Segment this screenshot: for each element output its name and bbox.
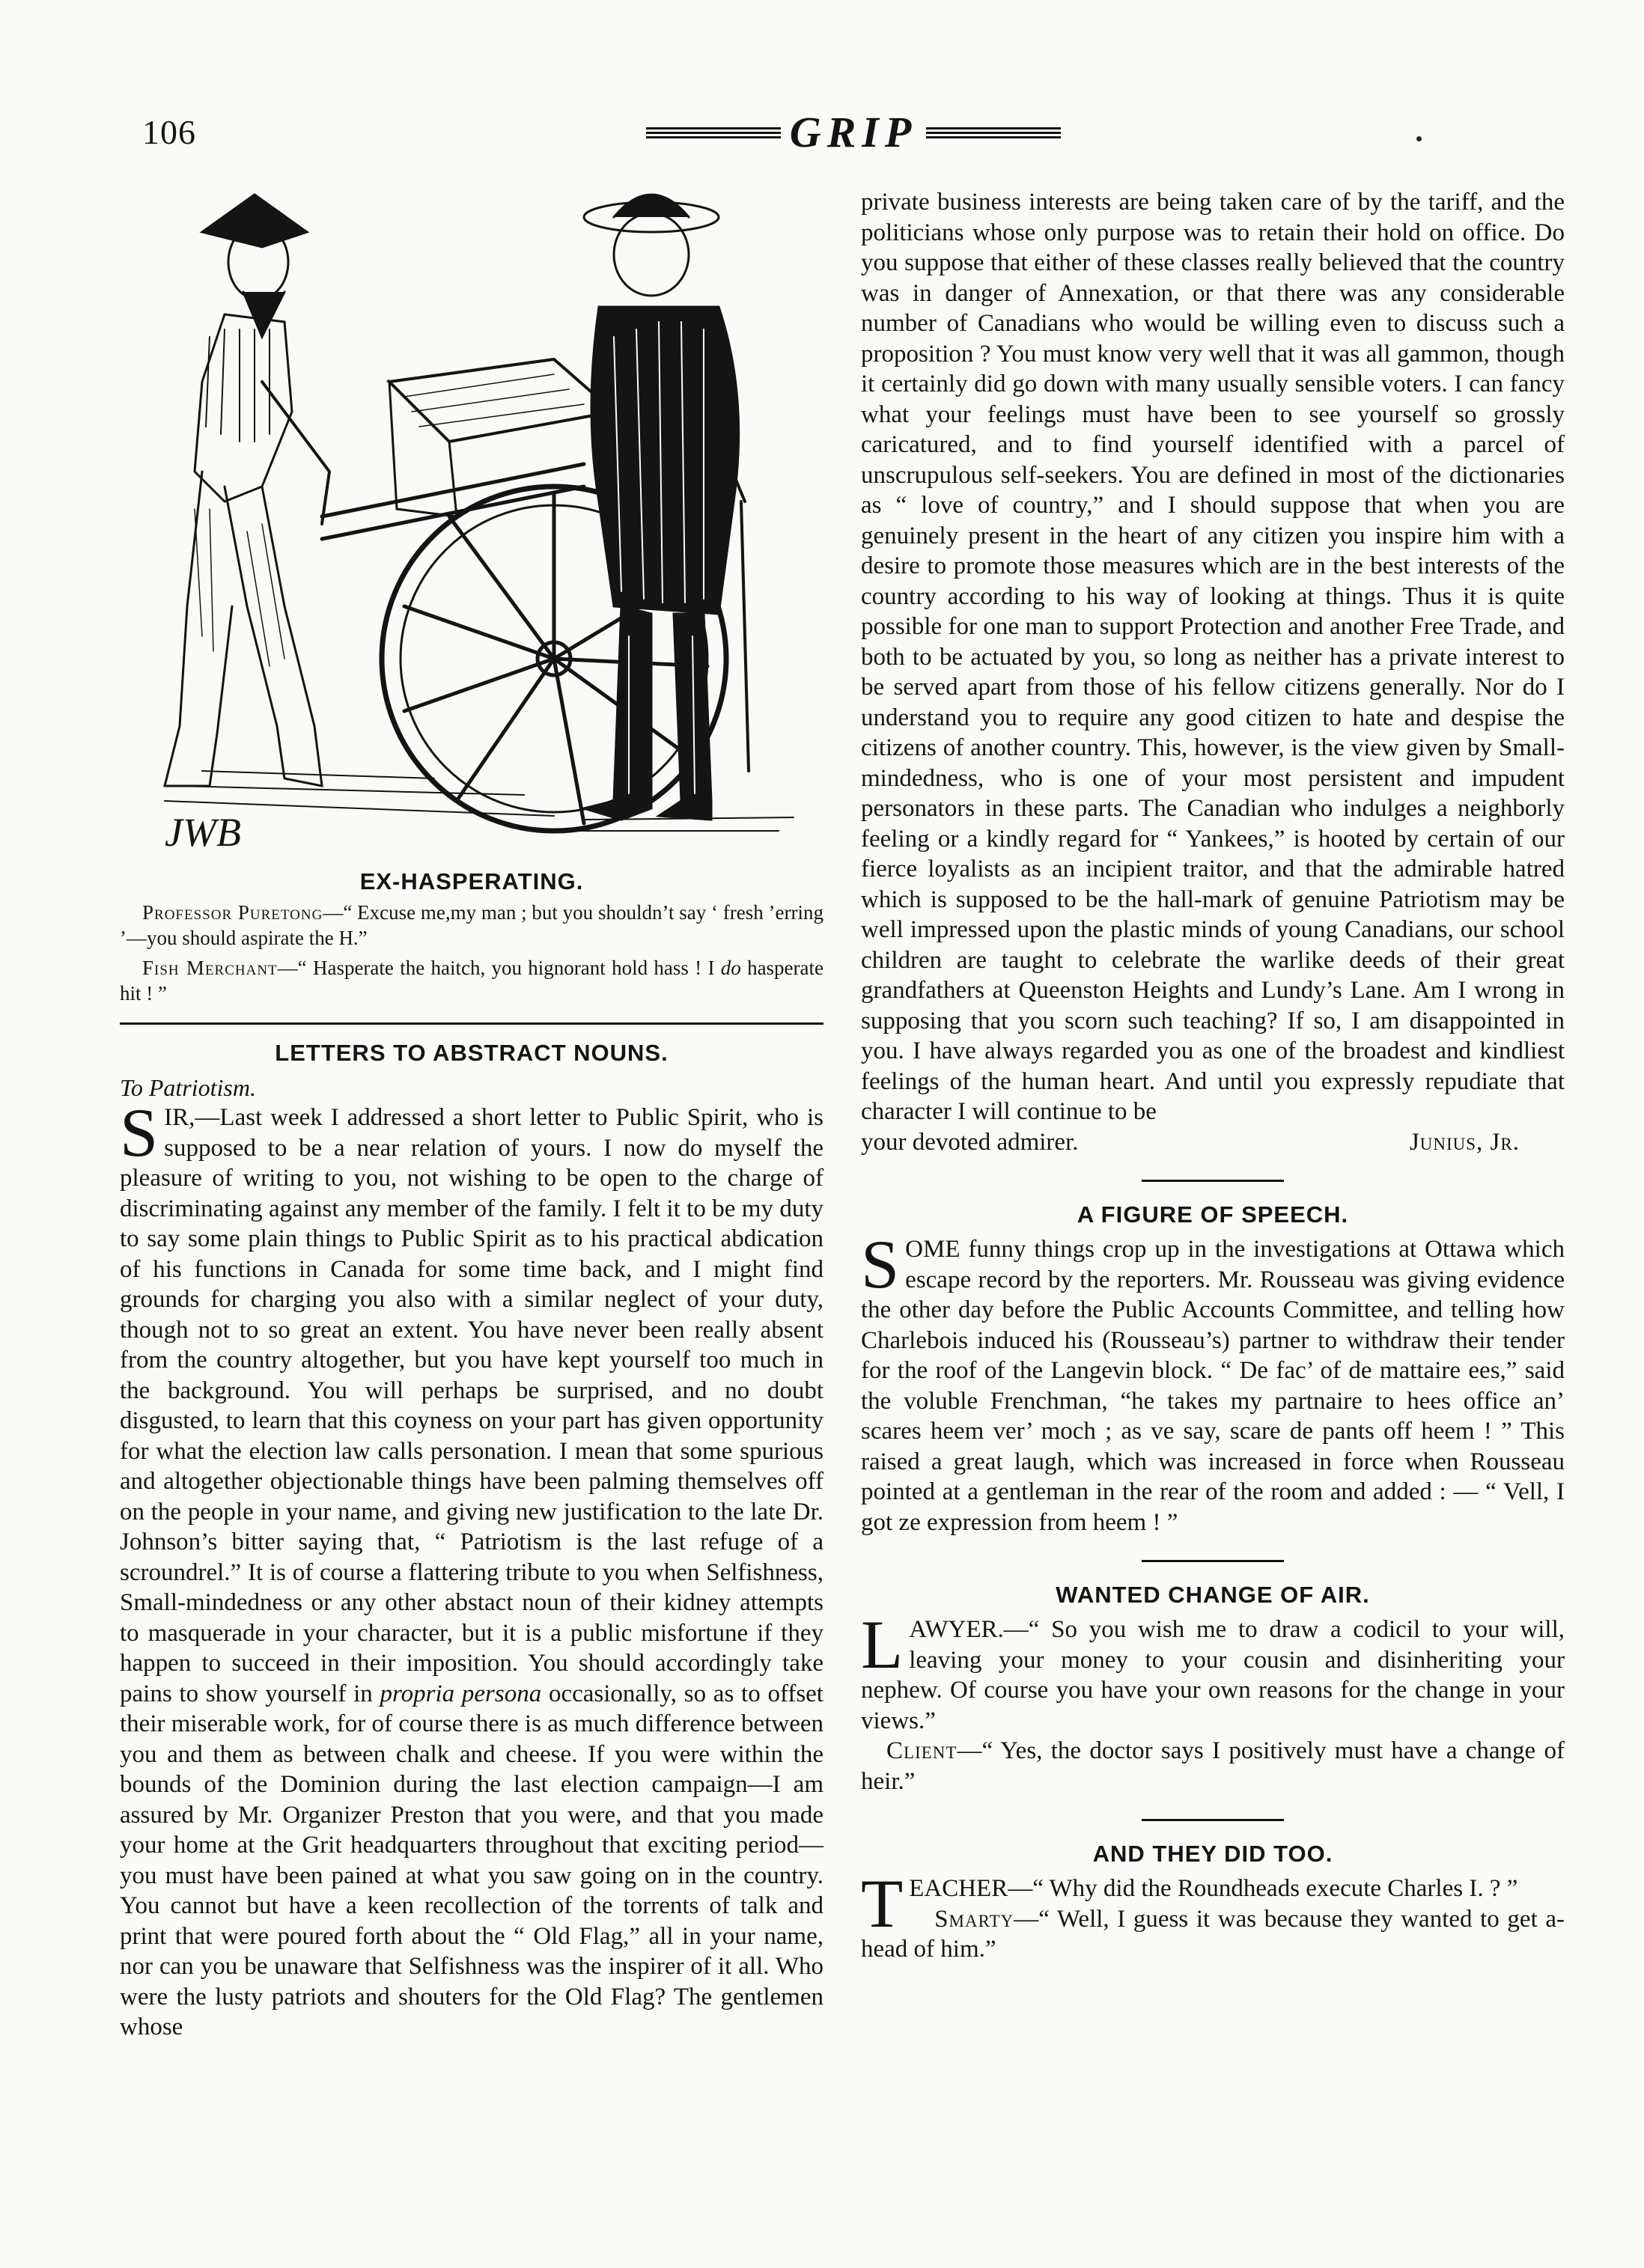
masthead-rule-left — [646, 126, 781, 139]
figure-body — [861, 1226, 1565, 1537]
letters-continued: private business interests are being taken care of by the tariff, and the politicians whose only purpose was to retain their hold on office. Do you suppose that either of these classes really believed that the country was in danger of Annexation, or that there was any considerable number of Canadians who would be willing even to discuss such a proposition ? You must know very well that it was all gammon, though it certainly did go down with many usually sensible voters. I can fancy what your feelings must have been to see yourself so grossly caricatured, and to find yourself identified with a parcel of unscrupulous self-seekers. You are defined in most of the dictionaries as “ love of country,” and I should suppose that when you are genuinely present in the heart of any citizen you inspire him with a desire to promote those measures which are in the best interests of the country according to his way of looking at things. Thus it is quite possible for one man to support Protection and another Free Trade, and both to be actuated by you, so long as neither has a private interest to be served apart from those of his fellow citizens generally. Nor do I understand you to require any good citizen to hate and despise the citizens of another country. This, however, is the view given by Smallmindedness, who is one of your most persistent and impudent personators in these parts. The Canadian who indulges a neighborly feeling or a kindly regard for “ Yankees,” is hooted by certain of our fierce loyalists as an incipient traitor, and that the admirable hatred which is supposed to be the hall-mark of genuine Patriotism may be well impressed upon the plastic minds of young Canadians, our school children are taught to celebrate the warlike deeds of their great grandfathers at Queenston Heights and Lundy’s Lane. Am I wrong in supposing that you scorn such teaching? If so, I am disappointed in you. I have always regarded you as one of the broadest and kindliest feelings of the human heart. And until you expressly repudiate that character I will continue to be — [861, 189, 1565, 1125]
divider-1 — [1142, 1180, 1284, 1182]
letters-dropcap: S — [120, 1094, 159, 1171]
caption-quote-2a: —“ Hasperate the haitch, you hignorant hold hass ! I — [277, 957, 721, 979]
letters-signoff — [861, 1127, 1565, 1158]
did-too-dropcap: T — [861, 1865, 904, 1942]
cartoon-illustration — [135, 187, 809, 861]
section-divider — [120, 1022, 823, 1025]
cartoon-title: EX-HASPERATING. — [359, 868, 584, 894]
caption-quote-2-em: do — [720, 957, 741, 979]
figure-text: OME funny things crop up in the investigations at Ottawa which escape record by the reporters. Mr. Rousseau was giving evidence the other day before the Public Accounts Committee, and telling how Charlebois induced his (Rousseau’s) partner to withdraw their tender for the roof of the Langevin block. “ De fac’ of de mattaire ees,” said the voluble Frenchman, “he takes my partnaire to hees office an’ scares heem ver’ moch ; as ve say, scare de pants off heem ! ” This raised a great laugh, which was increased in force when Rousseau pointed at a gentleman in the rear of the room and added : — “ Vell, I got ze expression from heem ! ” — [861, 1236, 1565, 1536]
caption-speaker-1: Professor Puretong — [142, 901, 323, 924]
letters-text-a: IR,—Last week I addressed a short letter to Public Spirit, who is supposed to be a near relation of yours. I now do myself the pleasure of writing to you, not wishing to be open to the charge of discriminating against any member of the family. I felt it to be my duty to say some plain things to Public Spirit as to his practical abdication of his functions in Canada for some time back, and I might find grounds for charging you also with a similar neglect of your duty, though not to so great an extent. You have never been really absent from the country altogether, but you have kept yourself too much in the background. You will perhaps be surprised, and no doubt disgusted, to learn that this coyness on your part has given opportunity for what the election law calls personation. I mean that some spurious and altogether objectionable things have been palming themselves off on the people in your name, and giving new justification to the late Dr. Johnson’s bitter saying that, “ Patriotism is the last refuge of a scroundrel.” It is of course a flattering tribute to you when Selfishness, Small-mindedness or any other abstact noun of their kidney attempts to masquerade in your character, but it is a public misfortune if they happen to succeed in their imposition. You should accordingly take pains to show yourself in — [120, 1104, 823, 1707]
client-label: Client — [886, 1737, 958, 1764]
letters-closing: your devoted admirer. — [861, 1128, 1079, 1156]
cartoon-caption-line-1 — [120, 900, 823, 951]
change-of-air-dropcap: L — [861, 1606, 904, 1683]
did-too-title: AND THEY DID TOO. — [1092, 1841, 1333, 1867]
right-column — [861, 187, 1565, 1965]
left-column — [120, 187, 823, 2043]
smarty-text: —“ Well, I guess it was because they wanted to get a-head of him.” — [861, 1905, 1565, 1963]
lawyer-text: —“ So you wish me to draw a codicil to your will, leaving your money to your cousin and disinheriting your nephew. Of course you have your own reasons for the change in your views.” — [861, 1616, 1565, 1734]
letters-body — [120, 1094, 823, 2043]
masthead-title: GRIP — [789, 108, 918, 156]
change-of-air-lawyer — [861, 1606, 1565, 1736]
client-text: —“ Yes, the doctor says I positively must have a change of heir.” — [861, 1737, 1565, 1795]
letters-signature: Junius, Jr. — [1409, 1128, 1520, 1156]
caption-speaker-2: Fish Merchant — [142, 957, 278, 979]
caption-quote-1: —“ Excuse me,my man ; but you shouldn’t say ‘ fresh ’erring ’—you should aspirate the H.” — [120, 901, 823, 949]
figure-dropcap: S — [861, 1226, 900, 1302]
lawyer-label: AWYER. — [909, 1616, 1004, 1643]
masthead — [614, 106, 1093, 159]
figure-title: A FIGURE OF SPEECH. — [1077, 1201, 1349, 1228]
teacher-text: EACHER—“ Why did the Roundheads execute Charles I. ? ” — [909, 1875, 1518, 1902]
divider-3 — [1142, 1819, 1284, 1821]
smarty-label: Smarty — [934, 1905, 1014, 1933]
page-number: 106 — [142, 113, 196, 151]
letters-salutation: To Patriotism. — [120, 1074, 256, 1101]
caption-quote-2b: hasperate hit ! ” — [120, 957, 824, 1005]
did-too-smarty — [861, 1904, 1565, 1965]
artist-mark: JWB — [165, 810, 241, 855]
change-of-air-client — [861, 1736, 1565, 1796]
letters-title: LETTERS TO ABSTRACT NOUNS. — [275, 1040, 669, 1066]
masthead-rule-right — [926, 126, 1061, 139]
divider-2 — [1142, 1560, 1284, 1562]
letters-text-b: occasionally, so as to offset their miserable work, for of course there is as much difference between you and them as between chalk and cheese. If you were within the bounds of the Dominion during the last election campaign—I am assured by Mr. Organizer Preston that you were, and that you made your home at the Grit headquarters throughout that exciting period—you must have been pained at what you saw going on in the country. You cannot but have a keen recollection of the torrents of talk and print that were poured forth about the “ Old Flag,” all in your name, nor can you be unaware that Selfishness was the inspirer of it all. Who were the lusty patriots and shouters for the Old Flag? The gentlemen whose — [120, 1680, 823, 2040]
change-of-air-title: WANTED CHANGE OF AIR. — [1056, 1582, 1370, 1608]
letters-text-em: propria persona — [380, 1680, 542, 1707]
header-dot — [1416, 136, 1422, 141]
cartoon-caption-line-2 — [120, 955, 823, 1006]
